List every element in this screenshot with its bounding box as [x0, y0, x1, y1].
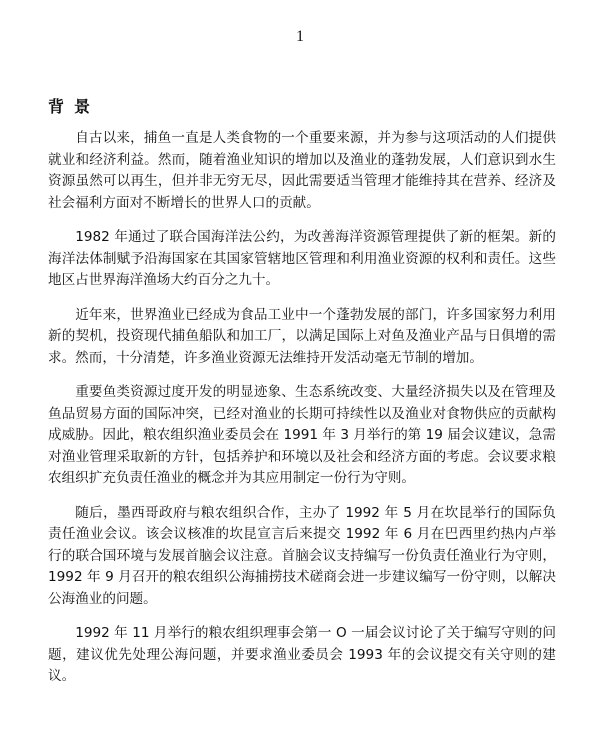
section-heading: 背景 [48, 97, 101, 116]
page-number: 1 [296, 28, 304, 45]
paragraph-5: 随后，墨西哥政府与粮农组织合作，主办了 1992 年 5 月在坎昆举行的国际负责任渔业会议。该会议核准的坎昆宣言后来提交 1992 年 6 月在巴西里约热内卢举行的联合国环境与发展首脑会议注意。首脑会议支持编写一份负责任渔业行为守则，1992 年 9 月召开的粮农组织公海捕捞技术磋商会进一步建议编写一份守则，以解决公海渔业的问题。 [48, 504, 556, 607]
paragraph-6: 1992 年 11 月举行的粮农组织理事会第一 O 一届会议讨论了关于编写守则的问题，建议优先处理公海问题，并要求渔业委员会 1993 年的会议提交有关守则的建议。 [48, 625, 556, 684]
paragraph-3: 近年来，世界渔业已经成为食品工业中一个蓬勃发展的部门，许多国家努力利用新的契机，投资现代捕鱼船队和加工厂，以满足国际上对鱼及渔业产品与日俱增的需求。然而，十分清楚，许多渔业资源无法维持开发活动毫无节制的增加。 [48, 306, 556, 366]
paragraph-4: 重要鱼类资源过度开发的明显迹象、生态系统改变、大量经济损失以及在管理及鱼品贸易方面的国际冲突，已经对渔业的长期可持续性以及渔业对食物供应的贡献构成威胁。因此，粮农组织渔业委员会在 1991 年 3 月举行的第 19 届会议建议，急需对渔业管理采取新的方针，包括养护和环境以及社会和经济方面的考虑。会议要求粮农组织扩充负责任渔业的概念并为其应用制定一份行为守则。 [48, 384, 556, 486]
body-text [48, 128, 556, 701]
paragraph-1: 自古以来，捕鱼一直是人类食物的一个重要来源，并为参与这项活动的人们提供就业和经济利益。然而，随着渔业知识的增加以及渔业的蓬勃发展，人们意识到水生资源虽然可以再生，但并非无穷无尽，因此需要适当管理才能维持其在营养、经济及社会福利方面对不断增长的世界人口的贡献。 [48, 130, 556, 211]
paragraph-2: 1982 年通过了联合国海洋法公约，为改善海洋资源管理提供了新的框架。新的海洋法体制赋予沿海国家在其国家管辖地区管理和利用渔业资源的权利和责任。这些地区占世界海洋渔场大约百分之九十。 [48, 229, 556, 288]
